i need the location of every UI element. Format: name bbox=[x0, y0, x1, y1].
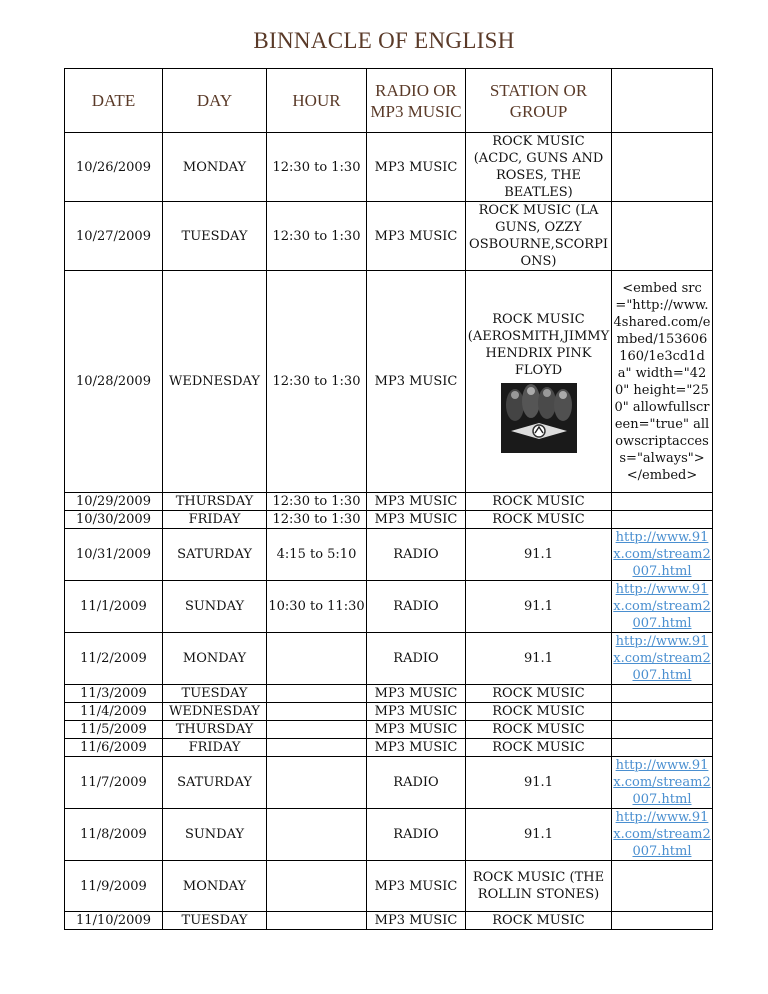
row-extra bbox=[612, 133, 713, 202]
header-day: DAY bbox=[163, 69, 267, 133]
table-row bbox=[65, 685, 713, 703]
page-title: BINNACLE OF ENGLISH bbox=[253, 28, 515, 53]
row-day: WEDNESDAY bbox=[163, 271, 267, 493]
row-station: ROCK MUSIC bbox=[466, 912, 612, 930]
row-date: 11/6/2009 bbox=[65, 739, 163, 757]
header-station: STATION OR GROUP bbox=[466, 69, 612, 133]
row-station: ROCK MUSIC bbox=[466, 703, 612, 721]
row-hour bbox=[267, 809, 367, 861]
row-hour: 10:30 to 11:30 bbox=[267, 581, 367, 633]
row-medium: RADIO bbox=[367, 581, 466, 633]
row-date: 11/10/2009 bbox=[65, 912, 163, 930]
row-station: ROCK MUSIC bbox=[466, 685, 612, 703]
row-hour bbox=[267, 757, 367, 809]
row-date: 10/27/2009 bbox=[65, 202, 163, 271]
row-station bbox=[466, 271, 612, 493]
row-date: 10/30/2009 bbox=[65, 511, 163, 529]
table-row bbox=[65, 703, 713, 721]
row-extra bbox=[612, 861, 713, 912]
table-row bbox=[65, 912, 713, 930]
row-station: ROCK MUSIC bbox=[466, 511, 612, 529]
row-day: WEDNESDAY bbox=[163, 703, 267, 721]
row-day: MONDAY bbox=[163, 133, 267, 202]
table-row bbox=[65, 757, 713, 809]
row-day: TUESDAY bbox=[163, 912, 267, 930]
row-day: THURSDAY bbox=[163, 721, 267, 739]
row-hour: 12:30 to 1:30 bbox=[267, 511, 367, 529]
row-medium: MP3 MUSIC bbox=[367, 511, 466, 529]
row-extra bbox=[612, 633, 713, 685]
row-medium: MP3 MUSIC bbox=[367, 685, 466, 703]
row-day: SUNDAY bbox=[163, 581, 267, 633]
row-day: THURSDAY bbox=[163, 493, 267, 511]
row-hour: 12:30 to 1:30 bbox=[267, 133, 367, 202]
row-date: 11/7/2009 bbox=[65, 757, 163, 809]
row-extra bbox=[612, 493, 713, 511]
table-row bbox=[65, 529, 713, 581]
row-station: ROCK MUSIC (ACDC, GUNS AND ROSES, THE BEATLES) bbox=[466, 133, 612, 202]
row-day: TUESDAY bbox=[163, 685, 267, 703]
row-date: 11/4/2009 bbox=[65, 703, 163, 721]
header-hour: HOUR bbox=[267, 69, 367, 133]
row-hour bbox=[267, 685, 367, 703]
row-date: 11/9/2009 bbox=[65, 861, 163, 912]
row-day: FRIDAY bbox=[163, 511, 267, 529]
row-medium: MP3 MUSIC bbox=[367, 271, 466, 493]
table-row bbox=[65, 809, 713, 861]
row-day: MONDAY bbox=[163, 633, 267, 685]
row-station: 91.1 bbox=[466, 581, 612, 633]
row-extra bbox=[612, 912, 713, 930]
header-extra bbox=[612, 69, 713, 133]
row-medium: MP3 MUSIC bbox=[367, 739, 466, 757]
table-row bbox=[65, 581, 713, 633]
row-hour bbox=[267, 861, 367, 912]
row-hour bbox=[267, 721, 367, 739]
table-row bbox=[65, 721, 713, 739]
row-station: ROCK MUSIC (THE ROLLIN STONES) bbox=[466, 861, 612, 912]
row-medium: MP3 MUSIC bbox=[367, 493, 466, 511]
table-row bbox=[65, 133, 713, 202]
row-date: 10/28/2009 bbox=[65, 271, 163, 493]
row-extra bbox=[612, 809, 713, 861]
row-station: 91.1 bbox=[466, 809, 612, 861]
row-medium: MP3 MUSIC bbox=[367, 721, 466, 739]
station-text: ROCK MUSIC (AEROSMITH,JIMMY HENDRIX PINK FLOYD bbox=[467, 311, 610, 378]
table-row bbox=[65, 493, 713, 511]
row-extra bbox=[612, 721, 713, 739]
row-date: 10/29/2009 bbox=[65, 493, 163, 511]
table-row bbox=[65, 271, 713, 493]
header-radio: RADIO OR MP3 MUSIC bbox=[367, 69, 466, 133]
row-station: ROCK MUSIC (LA GUNS, OZZY OSBOURNE,SCORPIONS) bbox=[466, 202, 612, 271]
row-medium: MP3 MUSIC bbox=[367, 133, 466, 202]
row-day: TUESDAY bbox=[163, 202, 267, 271]
row-hour: 4:15 to 5:10 bbox=[267, 529, 367, 581]
binnacle-table bbox=[64, 68, 713, 930]
row-medium: MP3 MUSIC bbox=[367, 202, 466, 271]
row-medium: RADIO bbox=[367, 633, 466, 685]
row-extra bbox=[612, 703, 713, 721]
row-extra bbox=[612, 685, 713, 703]
row-hour bbox=[267, 739, 367, 757]
row-extra bbox=[612, 511, 713, 529]
row-hour bbox=[267, 703, 367, 721]
row-station: ROCK MUSIC bbox=[466, 721, 612, 739]
row-date: 10/31/2009 bbox=[65, 529, 163, 581]
row-hour bbox=[267, 633, 367, 685]
table-row bbox=[65, 739, 713, 757]
stream-link[interactable]: http://www.91x.com/stream2007.html bbox=[613, 810, 711, 859]
row-station: ROCK MUSIC bbox=[466, 493, 612, 511]
row-date: 11/2/2009 bbox=[65, 633, 163, 685]
row-medium: MP3 MUSIC bbox=[367, 703, 466, 721]
row-medium: MP3 MUSIC bbox=[367, 861, 466, 912]
row-medium: RADIO bbox=[367, 529, 466, 581]
table-row bbox=[65, 861, 713, 912]
row-extra bbox=[612, 757, 713, 809]
row-date: 11/3/2009 bbox=[65, 685, 163, 703]
row-medium: RADIO bbox=[367, 757, 466, 809]
row-station: 91.1 bbox=[466, 633, 612, 685]
table-row bbox=[65, 633, 713, 685]
row-extra bbox=[612, 739, 713, 757]
row-day: SUNDAY bbox=[163, 809, 267, 861]
header-date: DATE bbox=[65, 69, 163, 133]
row-day: MONDAY bbox=[163, 861, 267, 912]
row-extra bbox=[612, 202, 713, 271]
stream-link[interactable]: http://www.91x.com/stream2007.html bbox=[613, 582, 711, 631]
row-day: SATURDAY bbox=[163, 529, 267, 581]
table-row bbox=[65, 511, 713, 529]
embed-code: <embed src="http://www.4shared.com/embed/153606160/1e3cd1da" width="420" height="250" allowfullscreen="true" allowscriptaccess="always"></embed> bbox=[612, 271, 713, 493]
stream-link[interactable]: http://www.91x.com/stream2007.html bbox=[613, 758, 711, 807]
row-medium: MP3 MUSIC bbox=[367, 912, 466, 930]
row-hour: 12:30 to 1:30 bbox=[267, 202, 367, 271]
row-day: SATURDAY bbox=[163, 757, 267, 809]
row-date: 11/5/2009 bbox=[65, 721, 163, 739]
row-date: 11/8/2009 bbox=[65, 809, 163, 861]
row-hour: 12:30 to 1:30 bbox=[267, 493, 367, 511]
row-station: 91.1 bbox=[466, 529, 612, 581]
table-row bbox=[65, 202, 713, 271]
row-hour: 12:30 to 1:30 bbox=[267, 271, 367, 493]
row-station: 91.1 bbox=[466, 757, 612, 809]
header-row bbox=[65, 69, 713, 133]
row-day: FRIDAY bbox=[163, 739, 267, 757]
row-extra bbox=[612, 581, 713, 633]
stream-link[interactable]: http://www.91x.com/stream2007.html bbox=[613, 634, 711, 683]
row-station: ROCK MUSIC bbox=[466, 739, 612, 757]
row-date: 11/1/2009 bbox=[65, 581, 163, 633]
row-date: 10/26/2009 bbox=[65, 133, 163, 202]
stream-link[interactable]: http://www.91x.com/stream2007.html bbox=[613, 530, 711, 579]
row-extra bbox=[612, 529, 713, 581]
aerosmith-album-icon bbox=[467, 383, 610, 453]
row-medium: RADIO bbox=[367, 809, 466, 861]
row-hour bbox=[267, 912, 367, 930]
